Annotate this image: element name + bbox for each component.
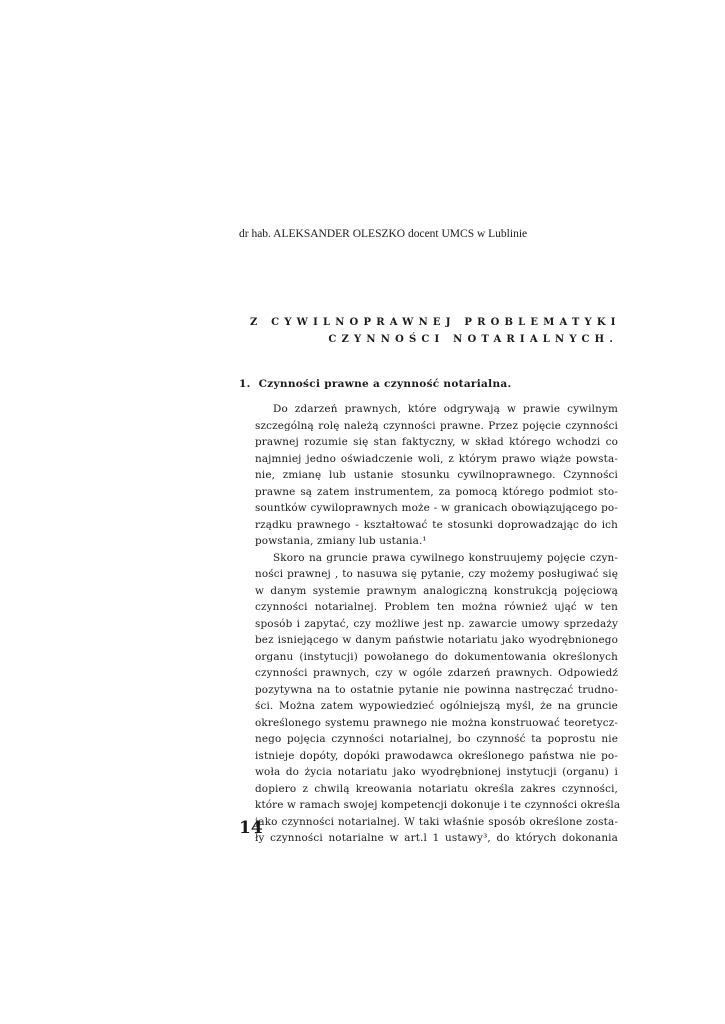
body-line: szczególną rolę należą czynności prawne. Przez pojęcie czynności (255, 419, 618, 432)
body-line: prawne są zatem instrumentem, za pomocą którego podmiot sto- (255, 485, 618, 498)
body-line: określonego systemu prawnego nie można konstruować teoretycz- (255, 716, 618, 729)
body-text (255, 401, 621, 847)
page-number: 14 (239, 818, 263, 838)
body-line: nego pojęcia czynności notarialnej, bo czynność ta poprostu nie (255, 733, 618, 745)
body-line: sountków cywiloprawnych może - w granicach obowiązującego po- (255, 502, 618, 514)
section-title: Czynności prawne a czynność notarialna. (258, 378, 512, 390)
body-line: bez isniejącego w danym państwie notariatu jako wyodrębnionego (255, 634, 618, 646)
body-line: rządku prawnego - kształtować te stosunki doprowadzając do ich (255, 518, 618, 531)
body-line: istnieje dopóty, dopóki prawodawca określonego państwa nie po- (255, 749, 618, 762)
body-line: ły czynności notarialne w art.l 1 ustawy³, do których dokonania (255, 832, 618, 844)
body-line: organu (instytucji) powołanego do dokumentowania określonych (255, 650, 618, 663)
body-line: które w ramach swojej kompetencji dokonuje i te czynności określa (255, 799, 621, 811)
body-line: prawnej rozumie się stan faktyczny, w skład którego wchodzi co (255, 436, 618, 448)
body-line: czynności notarialnej. Problem ten można również ująć w ten (255, 601, 618, 613)
title-line-1: Z CYWILNOPRAWNEJ PROBLEMATYKI (250, 317, 621, 328)
body-line: Do zdarzeń prawnych, które odgrywają w prawie cywilnym (273, 403, 618, 415)
body-line: w danym systemie prawnym analogiczną konstrukcją pojęciową (255, 584, 618, 597)
body-line: najmniej jedno oświadczenie woli, z którym prawo wiąże powsta- (255, 452, 618, 465)
body-line: nie, zmianę lub ustanie stosunku cywilnoprawnego. Czynności (255, 469, 618, 481)
body-line: ności prawnej , to nasuwa się pytanie, czy możemy posługiwać się (255, 568, 618, 580)
section-heading (239, 378, 511, 390)
body-line: dopiero z chwilą kreowania notariatu określa zakres czynności, (255, 782, 618, 795)
body-line: jako czynności notarialnej. W taki właśnie sposób określone zosta- (255, 815, 618, 828)
author-line: dr hab. ALEKSANDER OLESZKO docent UMCS w Lublinie (239, 228, 528, 240)
body-line: pozytywna na to ostatnie pytanie nie powinna nastręczać trudno- (255, 683, 618, 696)
body-line: czynności prawnych, czy w ogóle zdarzeń prawnych. Odpowiedź (255, 667, 618, 679)
section-number: 1. (239, 378, 251, 390)
body-line: Skoro na gruncie prawa cywilnego konstruujemy pojęcie czyn- (273, 551, 618, 564)
body-line: ści. Można zatem wypowiedzieć ogólniejszą myśl, że na gruncie (255, 700, 618, 712)
body-line: sposób i zapytać, czy możliwe jest np. zawarcie umowy sprzedaży (255, 617, 618, 630)
body-line: woła do życia notariatu jako wyodrębnionej instytucji (organu) i (255, 766, 618, 778)
body-line: powstania, zmiany lub ustania.¹ (255, 535, 427, 547)
title-line-2: CZYNNOŚCI NOTARIALNYCH. (328, 334, 618, 345)
